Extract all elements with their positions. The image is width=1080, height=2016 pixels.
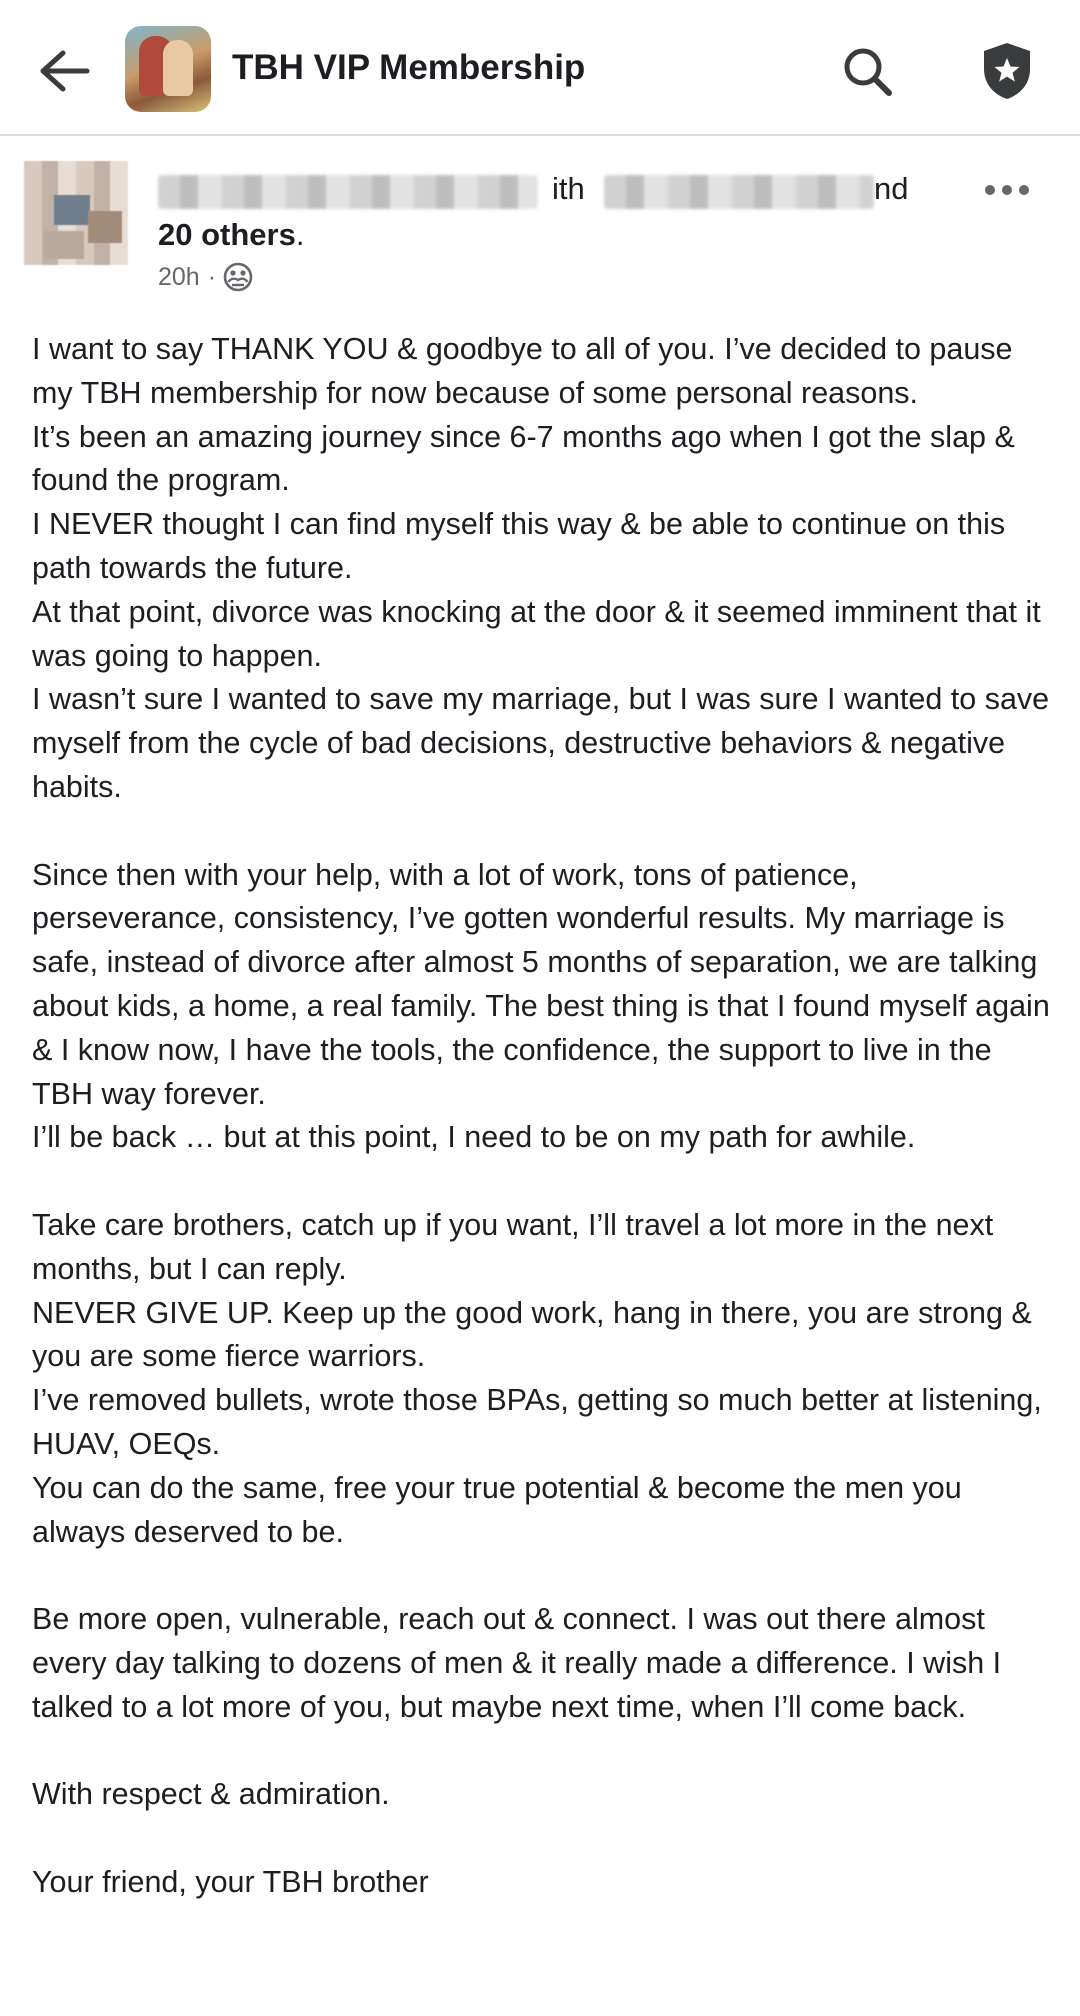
thumbnail-figure (163, 40, 193, 96)
top-app-bar (0, 0, 1080, 136)
tagged-others-link[interactable] (158, 217, 304, 253)
post-paragraph: Since then with your help, with a lot of work, tons of patience, perseverance, consistency, I’ve gotten wonderful results. My marriage is safe, instead of divorce after almost 5 months of separation, we are talking about kids, a home, a real family. The best thing is that I found myself again & I know now, I have the tools, the confidence, the support to live in the TBH way forever. I’ll be back … but at this point, I need to be on my path for awhile. (32, 857, 1050, 1155)
tagged-others-count: 20 others (158, 217, 296, 252)
post-paragraph: Take care brothers, catch up if you want, I’ll travel a lot more in the next months, but I can reply. NEVER GIVE UP. Keep up the good work, hang in there, you are strong & you are some fierce warriors. I’ve removed bullets, wrote those BPAs, getting so much better at listening, HUAV, OEQs. You can do the same, free your true potential & become the men you always deserved to be. (32, 1207, 1042, 1549)
back-button[interactable] (28, 38, 98, 104)
shield-star-icon (980, 41, 1034, 101)
post-header (0, 137, 1080, 307)
avatar-pixel (54, 195, 90, 225)
search-button[interactable] (832, 36, 902, 106)
avatar-pixel (88, 211, 122, 243)
post-paragraph: Your friend, your TBH brother (32, 1864, 429, 1899)
author-avatar[interactable] (24, 161, 128, 265)
group-cover-thumbnail[interactable] (125, 26, 211, 112)
group-members-icon (222, 261, 254, 293)
search-icon (839, 43, 895, 99)
with-text: ith (552, 171, 585, 206)
post-paragraph: I want to say THANK YOU & goodbye to all of you. I’ve decided to pause my TBH membership for now because of some personal reasons. It’s been an amazing journey since 6-7 months ago when I got the slap & found the program. I NEVER thought I can find myself this way & be able to continue on this path towards the future. At that point, divorce was knocking at the door & it seemed imminent that it was going to happen. I wasn’t sure I wanted to save my marriage, but I was sure I wanted to save myself from the cycle of bad decisions, destructive behaviors & negative habits. (32, 332, 1050, 804)
redacted-tagged-name (604, 175, 874, 209)
others-period: . (295, 217, 305, 252)
admin-tools-button[interactable] (972, 36, 1042, 106)
post-timestamp[interactable]: 20h (158, 262, 200, 291)
redacted-author-name (158, 175, 538, 209)
arrow-left-icon (35, 47, 91, 95)
group-title[interactable]: TBH VIP Membership (232, 48, 586, 87)
post-more-button[interactable] (972, 167, 1042, 213)
meta-separator: · (207, 262, 217, 291)
avatar-pixel (44, 231, 84, 259)
post-paragraph: Be more open, vulnerable, reach out & connect. I was out there almost every day talking to dozens of men & it really made a difference. I wish I talked to a lot more of you, but maybe next time, when I’ll come back. (32, 1602, 1002, 1724)
post-meta (158, 261, 254, 293)
post-paragraph: With respect & admiration. (32, 1777, 390, 1812)
more-horizontal-icon (983, 183, 1031, 197)
and-text: nd (874, 171, 909, 206)
post-body (32, 328, 1052, 1905)
